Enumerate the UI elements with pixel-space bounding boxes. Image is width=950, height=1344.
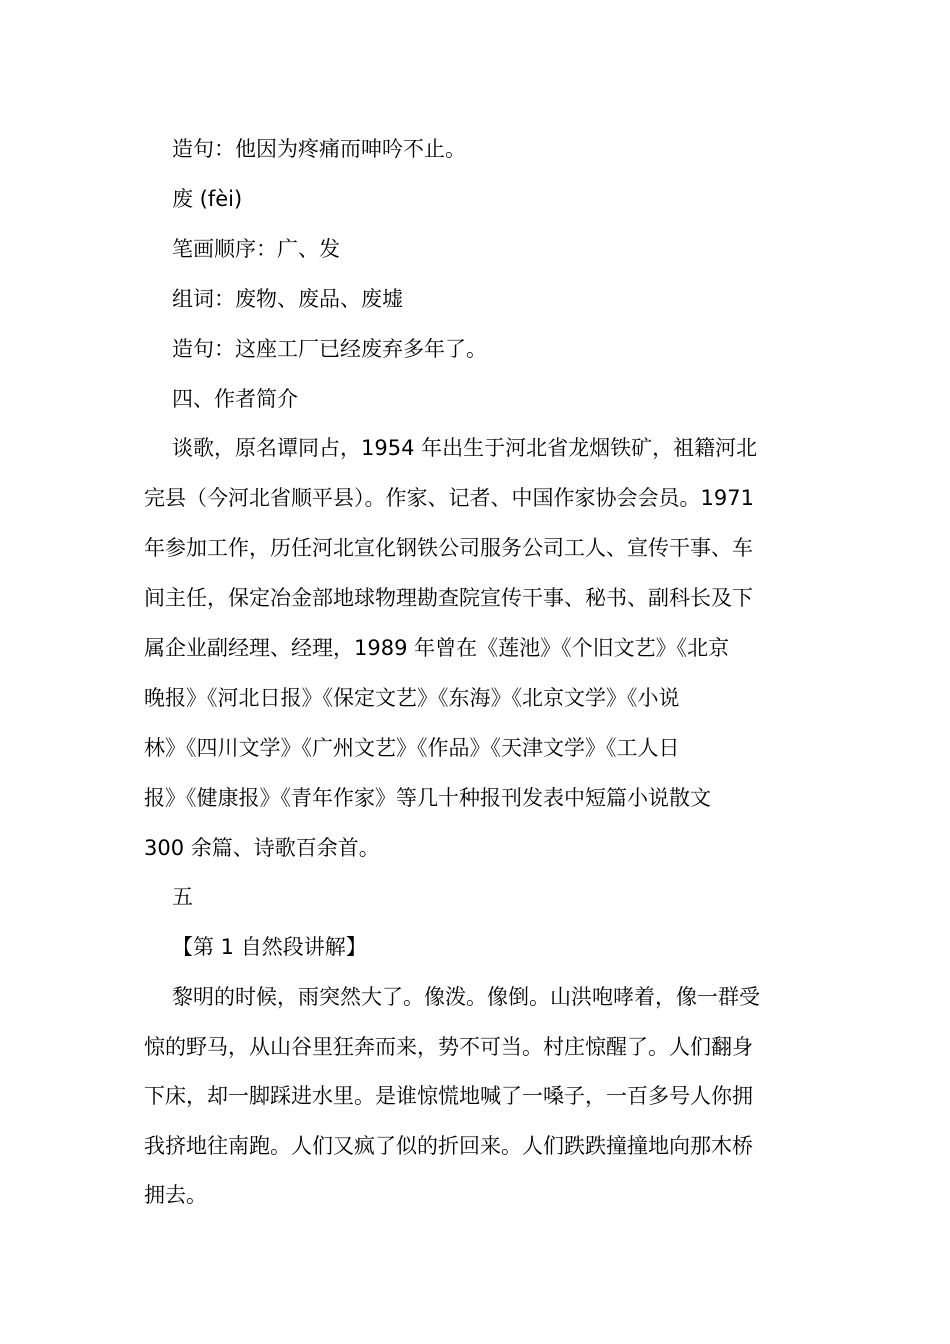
text-line: 拥去。 <box>144 1183 207 1207</box>
stroke-order-fei: 笔画顺序：广、发 <box>172 237 340 261</box>
bio-line: 300 余篇、诗歌百余首。 <box>144 836 380 860</box>
text-line: 惊的野马，从山谷里狂奔而来，势不可当。村庄惊醒了。人们翻身 <box>144 1035 753 1059</box>
bio-line: 报》《健康报》《青年作家》等几十种报刊发表中短篇小说散文 <box>144 786 711 810</box>
word-group-fei: 组词：废物、废品、废墟 <box>172 287 403 311</box>
bio-line: 完县（今河北省顺平县）。作家、记者、中国作家协会会员。1971 <box>144 486 754 510</box>
sentence-example-fei: 造句：这座工厂已经废弃多年了。 <box>172 337 487 361</box>
text-line: 下床，却一脚踩进水里。是谁惊慌地喊了一嗓子，一百多号人你拥 <box>144 1084 753 1108</box>
bio-line: 谈歌，原名谭同占，1954 年出生于河北省龙烟铁矿，祖籍河北 <box>172 436 758 460</box>
bio-line: 属企业副经理、经理，1989 年曾在《莲池》《个旧文艺》《北京 <box>144 636 730 660</box>
bio-line: 林》《四川文学》《广州文艺》《作品》《天津文学》《工人日 <box>144 736 680 760</box>
section-title-author: 四、作者简介 <box>172 387 298 411</box>
text-line: 我挤地往南跑。人们又疯了似的折回来。人们跌跌撞撞地向那木桥 <box>144 1134 753 1158</box>
section-subtitle-paragraph-one: 【第 1 自然段讲解】 <box>172 935 367 959</box>
sentence-example-shenyin: 造句：他因为疼痛而呻吟不止。 <box>172 137 466 161</box>
section-title-five: 五 <box>172 885 193 909</box>
bio-line: 晚报》《河北日报》《保定文艺》《东海》《北京文学》《小说 <box>144 686 680 710</box>
bio-line: 间主任，保定冶金部地球物理勘查院宣传干事、秘书、副科长及下 <box>144 586 753 610</box>
char-heading-fei: 废 (fèi) <box>172 187 243 211</box>
bio-line: 年参加工作，历任河北宣化钢铁公司服务公司工人、宣传干事、车 <box>144 536 753 560</box>
text-line: 黎明的时候，雨突然大了。像泼。像倒。山洪咆哮着，像一群受 <box>172 985 760 1009</box>
